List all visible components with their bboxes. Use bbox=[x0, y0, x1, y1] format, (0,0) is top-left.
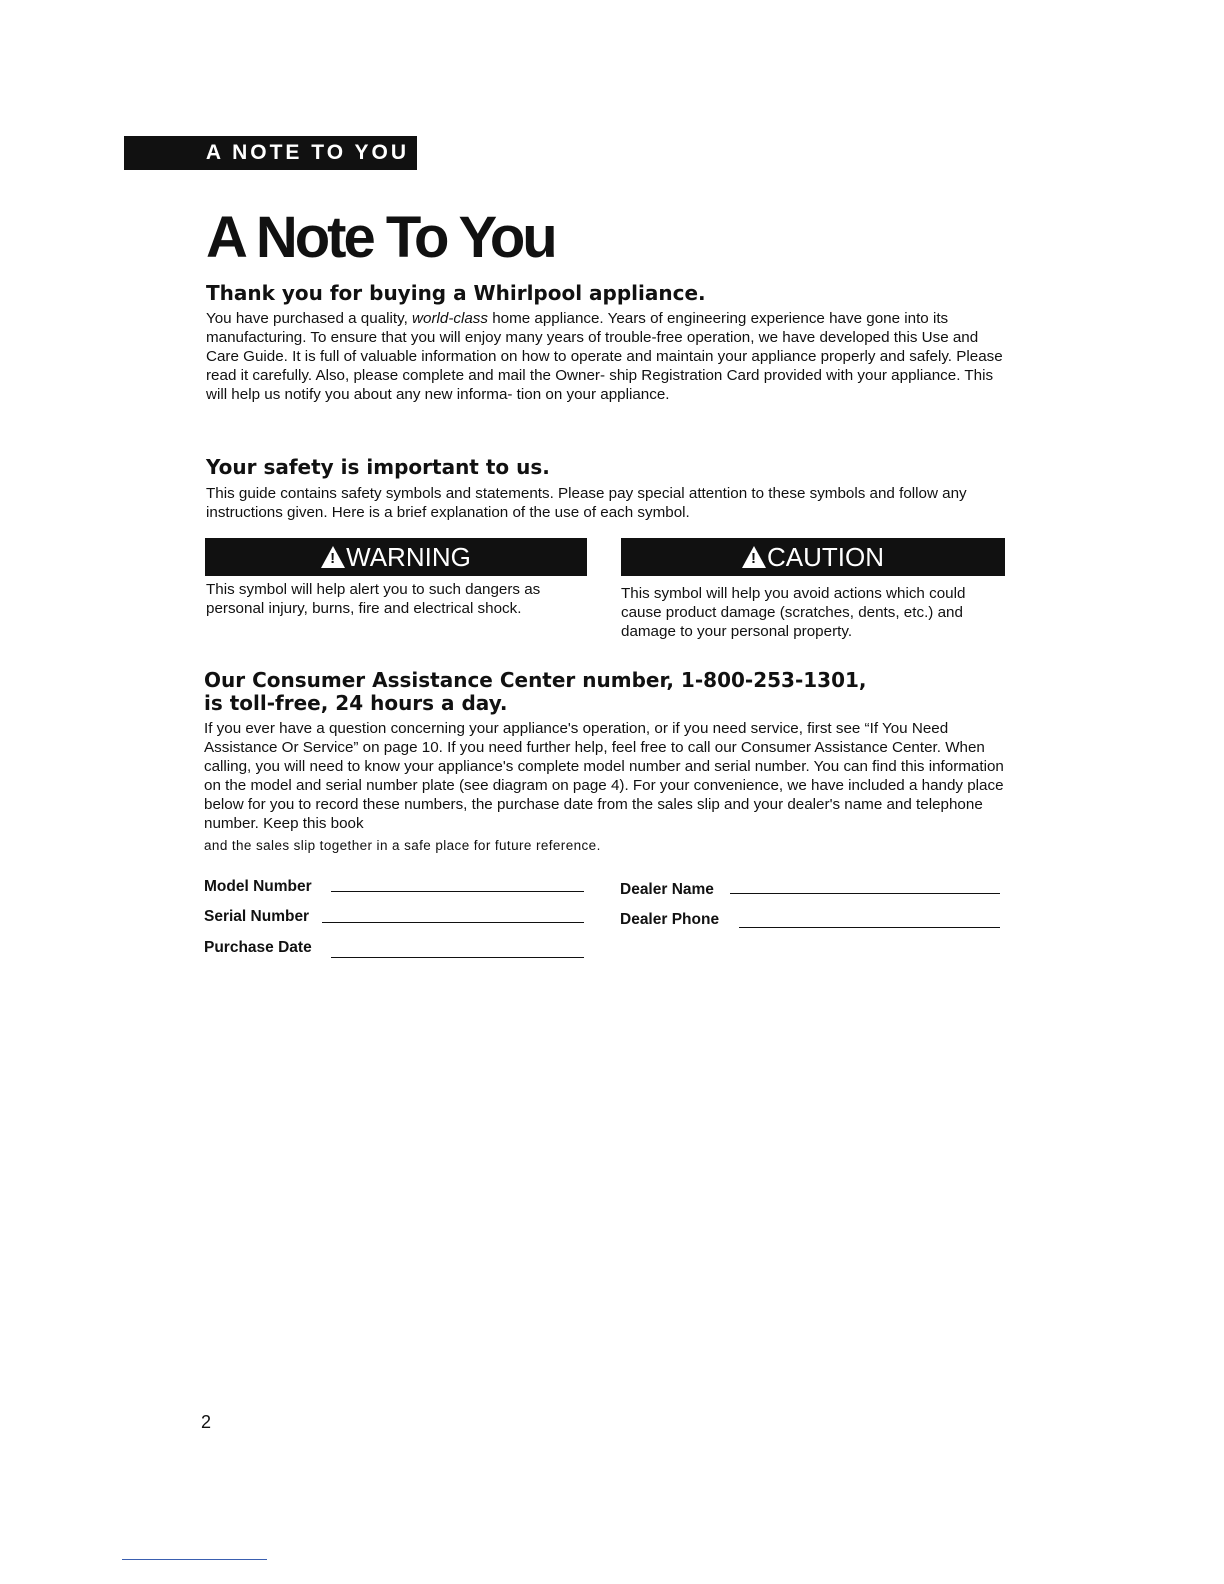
purchase-date-label: Purchase Date bbox=[204, 939, 312, 956]
caution-triangle-icon bbox=[742, 546, 766, 568]
assistance-heading-line1: Our Consumer Assistance Center number, 1-800-253-1301, bbox=[204, 668, 867, 692]
warning-description: This symbol will help alert you to such dangers as personal injury, burns, fire and electrical shock. bbox=[206, 581, 541, 617]
model-number-label: Model Number bbox=[204, 878, 312, 895]
thank-you-paragraph bbox=[206, 309, 1006, 404]
dealer-name-label: Dealer Name bbox=[620, 881, 714, 898]
serial-number-line bbox=[322, 922, 584, 923]
purchase-date-line bbox=[331, 957, 584, 958]
model-number-line bbox=[331, 891, 584, 892]
page-number: 2 bbox=[201, 1412, 212, 1432]
thank-you-text-after: home appliance. Years of engineering experience have gone into its manufacturing. To ensure that you will enjoy many years of trouble-free operation, we have developed this Use and Care Guide. It is full of valuable information on how to operate and maintain your appliance properly and safely. Please read it carefully. Also, please complete and mail the Owner- ship Registration Card provided with your appliance. This will help us notify you about any new informa- tion on your appliance. bbox=[206, 310, 1003, 403]
assistance-paragraph-last-line: and the sales slip together in a safe place for future reference. bbox=[204, 838, 601, 853]
safety-heading: Your safety is important to us. bbox=[206, 455, 550, 479]
safety-paragraph: This guide contains safety symbols and statements. Please pay special attention to these symbols and follow any instructions given. Here is a brief explanation of the use of each symbol. bbox=[206, 485, 967, 521]
dealer-phone-label: Dealer Phone bbox=[620, 911, 720, 928]
section-tab: A NOTE TO YOU bbox=[124, 136, 417, 170]
assistance-heading-line2: is toll-free, 24 hours a day. bbox=[204, 691, 508, 715]
warning-label: WARNING bbox=[346, 542, 471, 572]
warning-banner bbox=[205, 538, 587, 576]
dealer-phone-line bbox=[739, 927, 1000, 928]
world-class-emphasis: world-class bbox=[412, 310, 488, 327]
warning-triangle-icon bbox=[321, 546, 345, 568]
serial-number-label: Serial Number bbox=[204, 908, 310, 925]
caution-description: This symbol will help you avoid actions which could cause product damage (scratches, dents, etc.) and damage to your personal property. bbox=[621, 585, 966, 640]
dealer-name-line bbox=[730, 893, 1000, 894]
assistance-paragraph: If you ever have a question concerning your appliance's operation, or if you need service, first see “If You Need Assistance Or Service” on page 10. If you need further help, feel free to call our Consumer Assistance Center. When calling, you will need to know your appliance's complete model number and serial number. You can find this information on the model and serial number plate (see diagram on page 4). For your convenience, we have included a handy place below for you to record these numbers, the purchase date from the sales slip and your dealer's name and telephone number. Keep this book bbox=[204, 720, 1004, 832]
caution-banner bbox=[621, 538, 1005, 576]
caution-label: CAUTION bbox=[767, 542, 884, 572]
footer-rule bbox=[122, 1559, 267, 1560]
thank-you-text-before: You have purchased a quality, bbox=[206, 310, 413, 327]
page-title: A Note To You bbox=[206, 205, 555, 270]
thank-you-heading: Thank you for buying a Whirlpool appliance. bbox=[206, 281, 706, 305]
